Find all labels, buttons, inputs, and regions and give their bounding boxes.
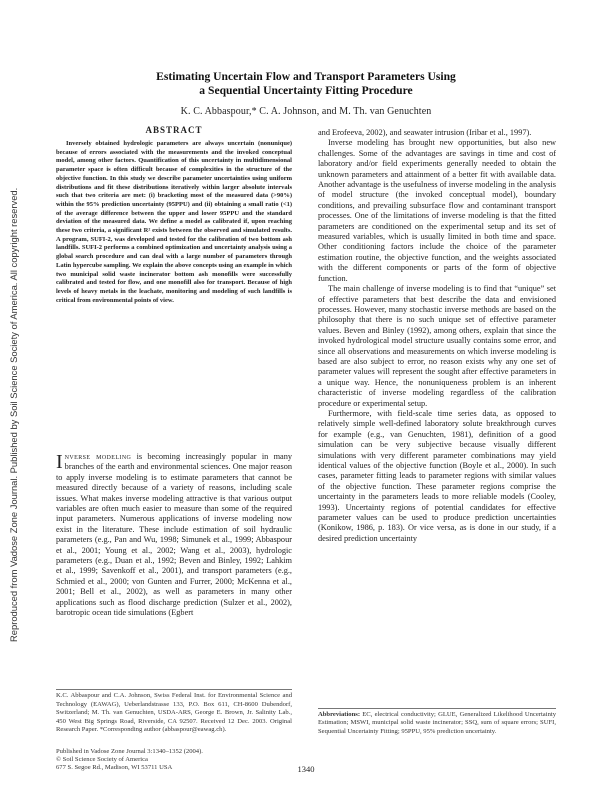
title-line-1: Estimating Uncertain Flow and Transport Parameters Using bbox=[156, 70, 456, 83]
abbreviations-text: EC, electrical conductivity; GLUE, Generalized Likelihood Uncertainty Estimation; MSWI, municipal solid waste incinerator; SSQ, sum of square errors; SUFI, Sequential Uncertainty Fitting; 95PPU, 95% prediction uncertainty. bbox=[318, 711, 556, 735]
reproduction-note bbox=[8, 187, 19, 642]
intro-small-caps: nverse modeling bbox=[64, 452, 132, 461]
right-column-body bbox=[318, 128, 556, 544]
publication-address: 677 S. Segoe Rd., Madison, WI 53711 USA bbox=[56, 764, 173, 772]
abbreviations-divider bbox=[318, 708, 556, 709]
abstract-text: Inversely obtained hydrologic parameters are always uncertain (nonunique) because of errors associated with the measurements and the invoked conceptual model, among other factors. Quantification of this uncertainty in multidimensional parameter space is often difficult because of complexities in the structure of the objective function. In this study we describe parameter uncertainties using uniform distributions and fit these distributions iteratively within larger absolute intervals such that two criteria are met: (i) bracketing most of the measured data (>90%) within the 95% prediction uncertainty (95PPU) and (ii) obtaining a small ratio (<1) of the average difference between the upper and lower 95PPU and the standard deviation of the measured data. We define a model as calibrated if, upon reaching these two criteria, a significant R² exists between the observed and simulated results. A program, SUFI-2, was developed and tested for the calibration of two bottom ash landfills. SUFI-2 performs a combined optimization and uncertainty analysis using a global search procedure and can deal with a large number of parameters through Latin hypercube sampling. We explain the above concepts using an example in which two municipal solid waste incinerator bottom ash monofills were successfully calibrated and tested for flow, and one monofill also for transport. Because of high levels of heavy metals in the leachate, monitoring and modeling of such landfills is critical from environmental points of view. bbox=[56, 140, 292, 304]
continued-paragraph: and Erofeeva, 2002), and seawater intrusion (Iribar et al., 1997). bbox=[318, 128, 532, 137]
page-number: 1340 bbox=[297, 764, 315, 774]
abstract-heading: ABSTRACT bbox=[145, 125, 203, 135]
author-list: K. C. Abbaspour,* C. A. Johnson, and M. Th. van Genuchten bbox=[180, 106, 432, 117]
footnote-divider bbox=[56, 689, 292, 690]
introduction-paragraph bbox=[56, 452, 292, 619]
reproduction-note-text: Reproduced from Vadose Zone Journal. Published by Soil Science Society of America. All copyright reserved. bbox=[8, 187, 19, 642]
abstract-body bbox=[56, 140, 292, 305]
publication-citation: Published in Vadose Zone Journal 3:1340–1352 (2004). bbox=[56, 748, 203, 755]
paper-title bbox=[60, 70, 552, 98]
paragraph-main-challenge: The main challenge of inverse modeling is to find that “unique” set of effective parameters that best describe the data and envisioned processes. However, many stochastic inverse methods are based on the philosophy that there is no such unique set of effective parameter values. Beven and Binley (1992), among others, explain that since the invoked hydrological model structure usually contains some error, and since all observations and measurements on which inverse modeling is based are also subject to error, no reason exists why any one set of parameter values will represent the sought after effective parameters in a unique way. Hence, the nonuniqueness problem is an inherent characteristic of inverse modeling regardless of the calibration procedure or experimental setup. bbox=[318, 284, 556, 408]
intro-text: is becoming increasingly popular in many branches of the earth and environmental sciences. One major reason to apply inverse modeling is to estimate parameters that cannot be measured directly because of a variety of reasons, including scale issues. What makes inverse modeling attractive is that various output variables are often much easier to measure than some of the required input parameters. Numerous applications of inverse modeling now exist in the literature. These include estimation of soil hydraulic parameters (e.g., Pan and Wu, 1998; Simunek et al., 1999; Abbaspour et al., 2001; Young et al., 2002; Wang et al., 2003), hydrologic parameters (e.g., Duan et al., 1992; Beven and Binley, 1992; Lahkim et al., 1999; Savenkoff et al., 2001), and transport parameters (e.g., Schmied et al., 2000; von Gunten and Furrer, 2000; McKenna et al., 2001; Bell et al., 2002), as well as parameters in many other applications such as flood discharge prediction (Sulzer et al., 2002), barotropic ocean tide simulations (Egbert bbox=[56, 452, 293, 618]
left-column-body bbox=[56, 452, 292, 619]
title-line-2: a Sequential Uncertainty Fitting Procedure bbox=[199, 84, 413, 97]
paragraph-opportunities: Inverse modeling has brought new opportunities, but also new challenges. Some of the advantages are savings in time and cost of laboratory and/or field experiments generally needed to obtain the unknown parameters and attainment of a better fit with available data. Another advantage is the usefulness of inverse modeling in the analysis of model structure (the invoked conceptual model), boundary conditions, and prevailing subsurface flow and contaminant transport processes. One of the limitations of inverse modeling is that the fitted parameters are conditioned on the experimental setup and its set of measured variables, which is usually limited in both time and space. Other conditioning factors include the choice of the parameter estimation routine, the objective function, and the weights associated with the different components or parts of the form of objective function. bbox=[318, 138, 556, 283]
publication-info bbox=[56, 748, 292, 773]
paragraph-field-scale: Furthermore, with field-scale time series data, as opposed to relatively simple well-defined laboratory solute breakthrough curves for example (e.g., van Genuchten, 1981), definition of a good simulation can be very subjective because visually different simulations with very different parameter combinations may yield identical values of the objective function (Boyle et al., 2000). In such cases, parameter fitting leads to parameter regions with similar values of the objective function. These parameter regions comprise the uncertainty in the parameters leads to more reliable models (Cooley, 1993). Uncertainty regions of potential candidates for effective parameter values can be used to produce prediction uncertainties (Konikow, 1986, p. 183). Or vice versa, as is done in our study, if a desired prediction uncertainty bbox=[318, 408, 556, 543]
abbreviations-footnote bbox=[318, 711, 556, 736]
abbreviations-label: Abbreviations: bbox=[318, 711, 361, 718]
drop-cap: I bbox=[56, 451, 63, 473]
affiliation-footnote: K.C. Abbaspour and C.A. Johnson, Swiss Federal Inst. for Environmental Science and Technology (EAWAG), Ueberlandstrasse 133, P.O. Box 611, CH-8600 Dubendorf, Switzerland; M. Th. van Genuchten, USDA-ARS, George E. Brown, Jr. Salinity Lab., 450 West Big Springs Road, Riverside, CA 92507. Received 12 Dec. 2003. Original Research Paper. *Corresponding author (abbaspour@eawag.ch). bbox=[56, 692, 292, 734]
publication-copyright: © Soil Science Society of America bbox=[56, 756, 148, 764]
